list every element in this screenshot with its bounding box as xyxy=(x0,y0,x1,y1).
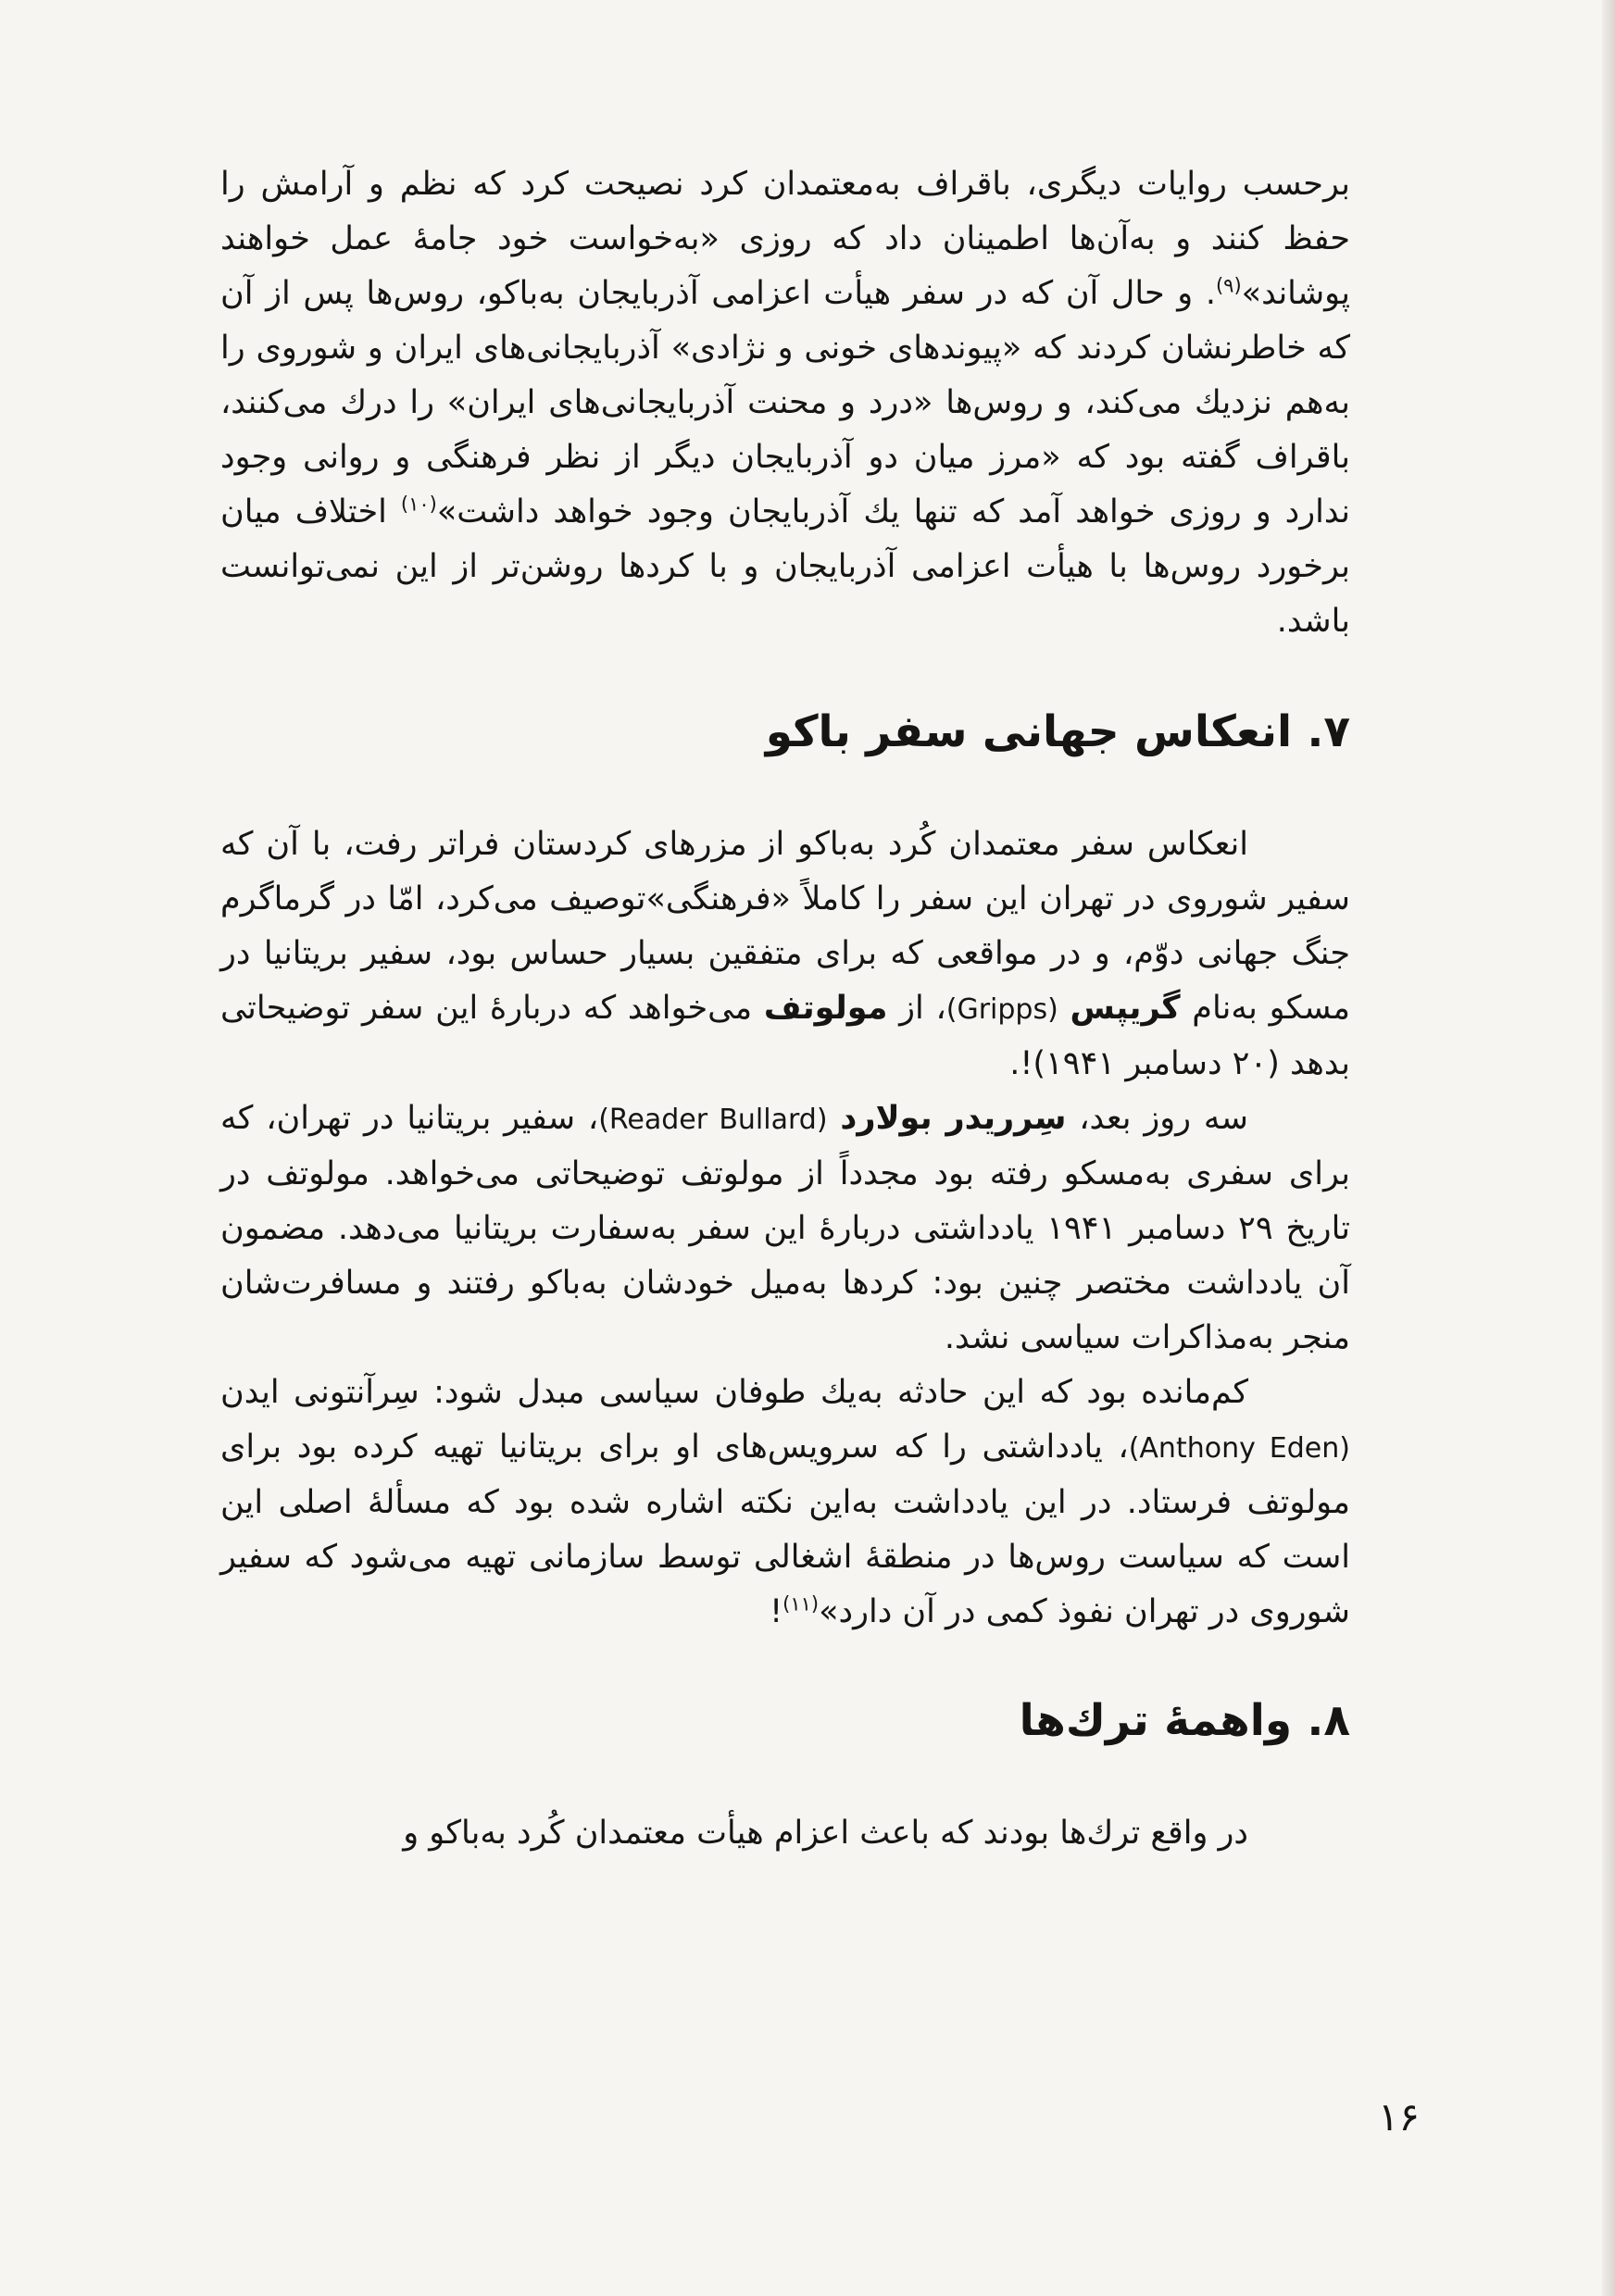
person-name-molotov: مولوتف xyxy=(763,990,888,1027)
paragraph-text: . و حال آن که در سفر هیأت اعزامی آذربایجان به‌باکو، روس‌ها پس از آن که خاطرنشان کردند که «پیوندهای خونی و نژادی» آذربایجانی‌های ایران و شوروی را به‌هم نزدیك می‌کند، و روس‌ها «درد و محنت آذربایجانی‌های ایران» را درك می‌کنند، باقراف گفته بود که «مرز میان دو آذربایجان دیگر از نظر فرهنگی و روانی وجود ندارد و روزی خواهد آمد که تنها یك آذربایجان وجود خواهد داشت» xyxy=(220,275,1351,530)
page-edge-shadow xyxy=(1602,0,1615,2296)
paragraph-reflection xyxy=(220,817,1350,1092)
paragraph-text: می‌خواهد که دربارهٔ این سفر توضیحاتی بدهد (۲۰ دسامبر ۱۹۴۱)!. xyxy=(220,990,1350,1082)
paragraph-eden xyxy=(220,1366,1350,1640)
paragraph-text: ، یادداشتی را که سرویس‌های او برای بریتانیا تهیه کرده بود برای مولوتف فرستاد. در این یادداشت به‌این نکته اشاره شده بود که مسألهٔ اصلی این است که سیاست روس‌ها در منطقهٔ اشغالی توسط سازمانی تهیه می‌شود که سفیر شوروی در تهران نفوذ کمی در آن دارد» xyxy=(220,1429,1350,1630)
person-name-gripps: گریپس xyxy=(1070,990,1181,1027)
paragraph-text: ، سفیر بریتانیا در تهران، که برای سفری به‌مسکو رفته بود مجدداً از مولوتف توضیحاتی می‌خواهد. مولوتف در تاریخ ۲۹ دسامبر ۱۹۴۱ یادداشتی دربارهٔ این سفر به‌سفارت بریتانیا می‌دهد. مضمون آن یادداشت مختصر چنین بود: کردها به‌میل خودشان به‌باکو رفتند و مسافرت‌شان منجر به‌مذاکرات سیاسی نشد. xyxy=(220,1100,1350,1356)
text-column xyxy=(220,157,1350,1861)
paragraph-turks xyxy=(220,1806,1350,1861)
section-heading-7: ۷. انعکاس جهانی سفر باکو xyxy=(765,706,1350,757)
paragraph-text: اختلاف میان برخورد روس‌ها با هیأت اعزامی آذربایجان و با کردها روشن‌تر از این نمی‌توانست باشد. xyxy=(220,493,1350,640)
paragraph-text: در واقع ترك‌ها بودند که باعث اعزام هیأت معتمدان کُرد به‌باکو و xyxy=(403,1815,1248,1852)
paragraph-text: کم‌مانده بود که این حادثه به‌یك طوفان سیاسی مبدل شود: سِرآنتونی ایدن xyxy=(220,1374,1248,1411)
footnote-marker-11: (۱۱) xyxy=(782,1592,820,1616)
section-heading-8: ۸. واهمهٔ ترك‌ها xyxy=(1019,1695,1350,1746)
latin-name-bullard: (Reader Bullard) xyxy=(598,1104,828,1136)
footnote-marker-9: (۹) xyxy=(1215,274,1242,297)
paragraph-bullard xyxy=(220,1092,1350,1366)
paragraph-text: ! xyxy=(770,1593,783,1630)
paragraph-text: ، از xyxy=(887,990,946,1027)
paragraph-text: سه روز بعد، xyxy=(1066,1100,1248,1137)
paragraph-intro xyxy=(220,157,1350,649)
paragraph-text: برحسب روایات دیگری، باقراف به‌معتمدان کرد نصیحت کرد که نظم و آرامش را حفظ کنند و به‌آن‌ها اطمینان داد که روزی «به‌خواست خود جامهٔ عمل خواهند پوشاند» xyxy=(220,166,1350,312)
latin-name-eden: (Anthony Eden) xyxy=(1128,1432,1350,1465)
person-name-bullard: سِرریدر بولارد xyxy=(840,1100,1067,1137)
footnote-marker-10: (۱۰) xyxy=(400,493,437,516)
page-number: ۱۶ xyxy=(1378,2094,1421,2140)
latin-name-gripps: (Gripps) xyxy=(945,993,1058,1026)
paragraph-text: انعکاس سفر معتمدان کُرد به‌باکو از مزرهای کردستان فراتر رفت، با آن که سفیر شوروی در تهران این سفر را کاملاً «فرهنگی»توصیف می‌کرد، امّا در گرماگرم جنگ جهانی دوّم، و در مواقعی که برای متفقین بسیار حساس بود، سفیر بریتانیا در مسکو به‌نام xyxy=(220,826,1350,1027)
